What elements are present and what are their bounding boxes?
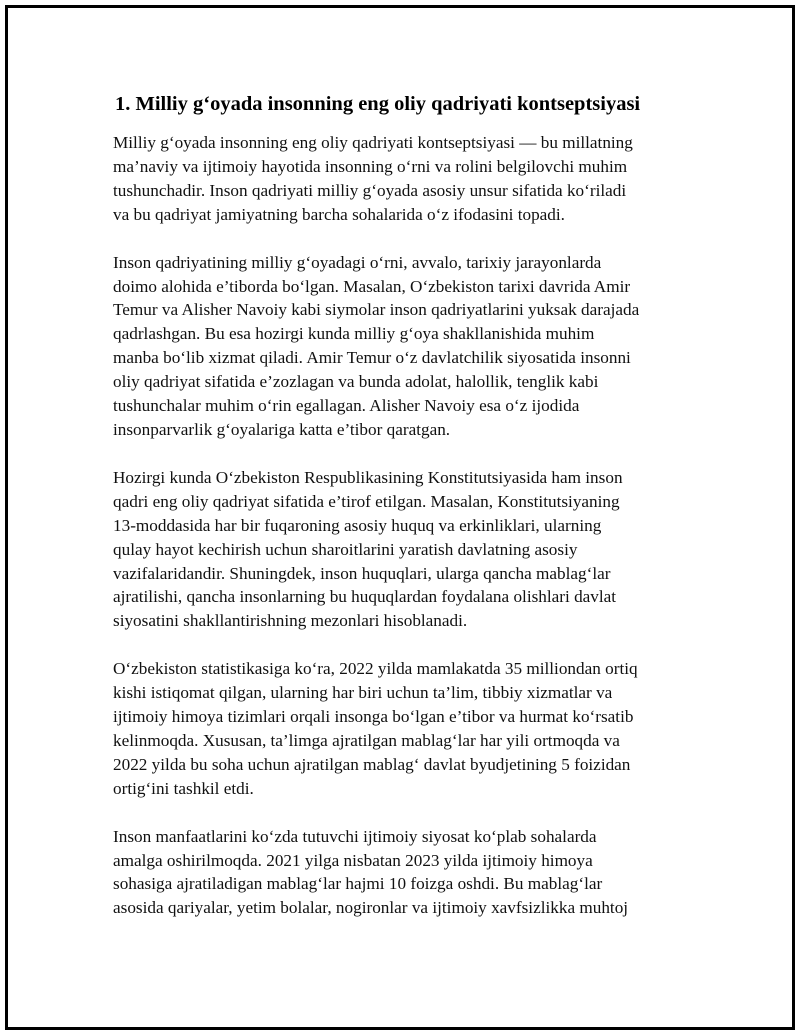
text-line: manba bo‘lib xizmat qiladi. Amir Temur o‘z davlatchilik siyosatida insonni xyxy=(113,348,631,368)
text-line: 2022 yilda bu soha uchun ajratilgan mablag‘ davlat byudjetining 5 foizidan xyxy=(113,754,631,774)
paragraph-5 xyxy=(113,825,693,921)
text-line: qadri eng oliy qadriyat sifatida e’tirof etilgan. Masalan, Konstitutsiyaning xyxy=(113,491,620,511)
text-line: Hozirgi kunda O‘zbekiston Respublikasining Konstitutsiyasida ham inson xyxy=(113,467,623,487)
text-line: O‘zbekiston statistikasiga ko‘ra, 2022 yilda mamlakatda 35 milliondan ortiq xyxy=(113,659,638,679)
text-line: ajratilishi, qancha insonlarning bu huquqlardan foydalana olishlari davlat xyxy=(113,587,617,607)
paragraph-3 xyxy=(113,466,693,633)
text-line: Milliy g‘oyada insonning eng oliy qadriyati kontseptsiyasi — bu millatning xyxy=(113,133,633,152)
text-line: tushunchadir. Inson qadriyati milliy g‘oyada asosiy unsur sifatida ko‘riladi xyxy=(113,180,627,200)
text-line: oliy qadriyat sifatida e’zozlagan va bunda adolat, halollik, tenglik kabi xyxy=(113,372,599,392)
text-line: ortig‘ini tashkil etdi. xyxy=(113,778,254,798)
document-body xyxy=(113,91,693,944)
text-line: Inson manfaatlarini ko‘zda tutuvchi ijtimoiy siyosat ko‘plab sohalarda xyxy=(113,826,597,846)
text-line: ma’naviy va ijtimoiy hayotida insonning o‘rni va rolini belgilovchi muhim xyxy=(113,156,628,176)
text-line: sohasiga ajratiladigan mablag‘lar hajmi 10 foizga oshdi. Bu mablag‘lar xyxy=(113,874,603,894)
paragraph-2 xyxy=(113,251,693,442)
text-line: Temur va Alisher Navoiy kabi siymolar inson qadriyatlarini yuksak darajada xyxy=(113,300,640,320)
section-heading: 1. Milliy g‘oyada insonning eng oliy qadriyati kontseptsiyasi xyxy=(115,93,641,115)
text-line: vazifalaridandir. Shuningdek, inson huquqlari, ularga qancha mablag‘lar xyxy=(113,563,611,583)
text-line: tushunchalar muhim o‘rin egallagan. Alisher Navoiy esa o‘z ijodida xyxy=(113,396,580,416)
text-line: ijtimoiy himoya tizimlari orqali insonga bo‘lgan e’tibor va hurmat ko‘rsatib xyxy=(113,707,634,727)
text-line: siyosatini shakllantirishning mezonlari hisoblanadi. xyxy=(113,611,468,631)
text-line: qadrlashgan. Bu esa hozirgi kunda milliy g‘oya shakllanishida muhim xyxy=(113,324,595,344)
text-line: qulay hayot kechirish uchun sharoitlarini yaratish davlatning asosiy xyxy=(113,539,578,559)
paragraph-1 xyxy=(113,131,693,227)
text-line: kelinmoqda. Xususan, ta’limga ajratilgan mablag‘lar har yili ortmoqda va xyxy=(113,730,620,750)
text-line: amalga oshirilmoqda. 2021 yilga nisbatan 2023 yilda ijtimoiy himoya xyxy=(113,850,593,870)
text-line: 13-moddasida har bir fuqaroning asosiy huquq va erkinliklari, ularning xyxy=(113,515,602,535)
paragraph-4 xyxy=(113,657,693,800)
text-line: asosida qariyalar, yetim bolalar, nogironlar va ijtimoiy xavfsizlikka muhtoj xyxy=(113,898,629,918)
text-line: Inson qadriyatining milliy g‘oyadagi o‘rni, avvalo, tarixiy jarayonlarda xyxy=(113,252,602,272)
text-line: kishi istiqomat qilgan, ularning har biri uchun ta’lim, tibbiy xizmatlar va xyxy=(113,683,613,703)
text-line: doimo alohida e’tiborda bo‘lgan. Masalan, O‘zbekiston tarixi davrida Amir xyxy=(113,276,631,296)
text-line: va bu qadriyat jamiyatning barcha sohalarida o‘z ifodasini topadi. xyxy=(113,204,565,224)
text-line: insonparvarlik g‘oyalariga katta e’tibor qaratgan. xyxy=(113,419,451,439)
